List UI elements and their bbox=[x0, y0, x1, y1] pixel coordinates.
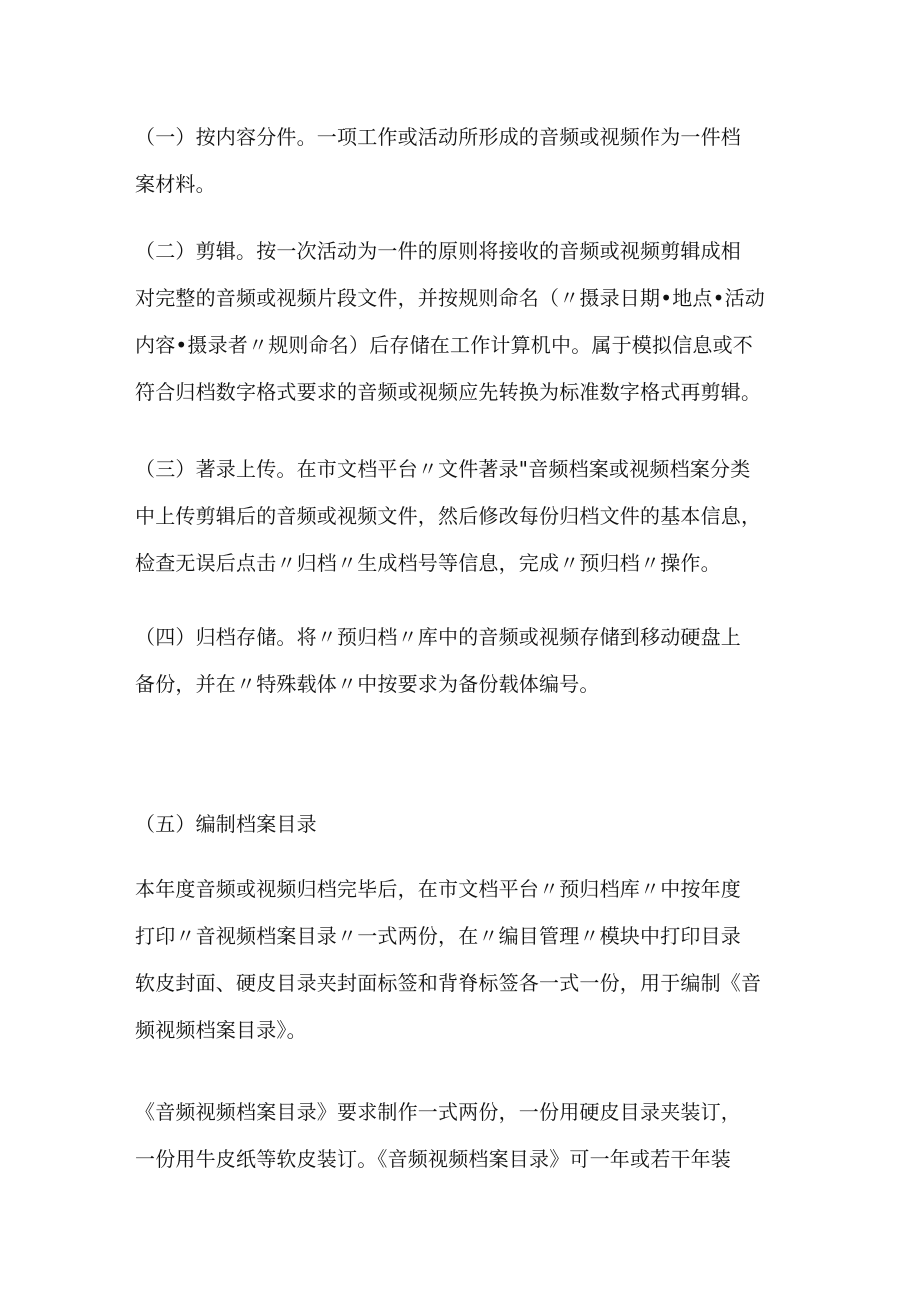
text-line: 检查无误后点击〃归档〃生成档号等信息，完成〃预归档〃操作。 bbox=[135, 551, 721, 575]
text-line: （五）编制档案目录 bbox=[135, 812, 317, 836]
text-line: 中上传剪辑后的音频或视频文件，然后修改每份归档文件的基本信息， bbox=[135, 504, 762, 528]
text-line: （三）著录上传。在市文档平台〃文件著录"音频档案或视频档案分类 bbox=[135, 457, 751, 481]
text-line: 《音频视频档案目录》要求制作一式两份，一份用硬皮目录夹装订， bbox=[135, 1100, 741, 1124]
paragraph-upload bbox=[135, 446, 795, 587]
paragraph-catalog-binding bbox=[135, 1089, 795, 1183]
text-line: 软皮封面、硬皮目录夹封面标签和背脊标签各一式一份，用于编制《音 bbox=[135, 971, 762, 995]
section-heading-catalog bbox=[135, 801, 795, 848]
text-line: 对完整的音频或视频片段文件，并按规则命名（〃摄录日期•地点•活动 bbox=[135, 286, 765, 310]
paragraph-editing bbox=[135, 228, 795, 416]
text-line: 内容•摄录者〃规则命名）后存储在工作计算机中。属于模拟信息或不 bbox=[135, 333, 753, 357]
paragraph-content-grouping bbox=[135, 114, 795, 208]
text-line: （四）归档存储。将〃预归档〃库中的音频或视频存储到移动硬盘上 bbox=[135, 625, 741, 649]
text-line: 备份，并在〃特殊载体〃中按要求为备份载体编号。 bbox=[135, 672, 600, 696]
text-line: 本年度音频或视频归档完毕后，在市文档平台〃预归档库〃中按年度 bbox=[135, 877, 741, 901]
text-line: 一份用牛皮纸等软皮装订。《音频视频档案目录》可一年或若干年装 bbox=[135, 1147, 731, 1171]
paragraph-storage bbox=[135, 614, 795, 708]
text-line: （二）剪辑。按一次活动为一件的原则将接收的音频或视频剪辑成相 bbox=[135, 239, 741, 263]
text-line: 案材料。 bbox=[135, 172, 216, 196]
text-line: 打印〃音视频档案目录〃一式两份，在〃编目管理〃模块中打印目录 bbox=[135, 924, 741, 948]
text-line: （一）按内容分件。一项工作或活动所形成的音频或视频作为一件档 bbox=[135, 125, 741, 149]
paragraph-catalog-printing bbox=[135, 866, 795, 1054]
text-line: 频视频档案目录》。 bbox=[135, 1018, 307, 1042]
text-line: 符合归档数字格式要求的音频或视频应先转换为标准数字格式再剪辑。 bbox=[135, 380, 762, 404]
